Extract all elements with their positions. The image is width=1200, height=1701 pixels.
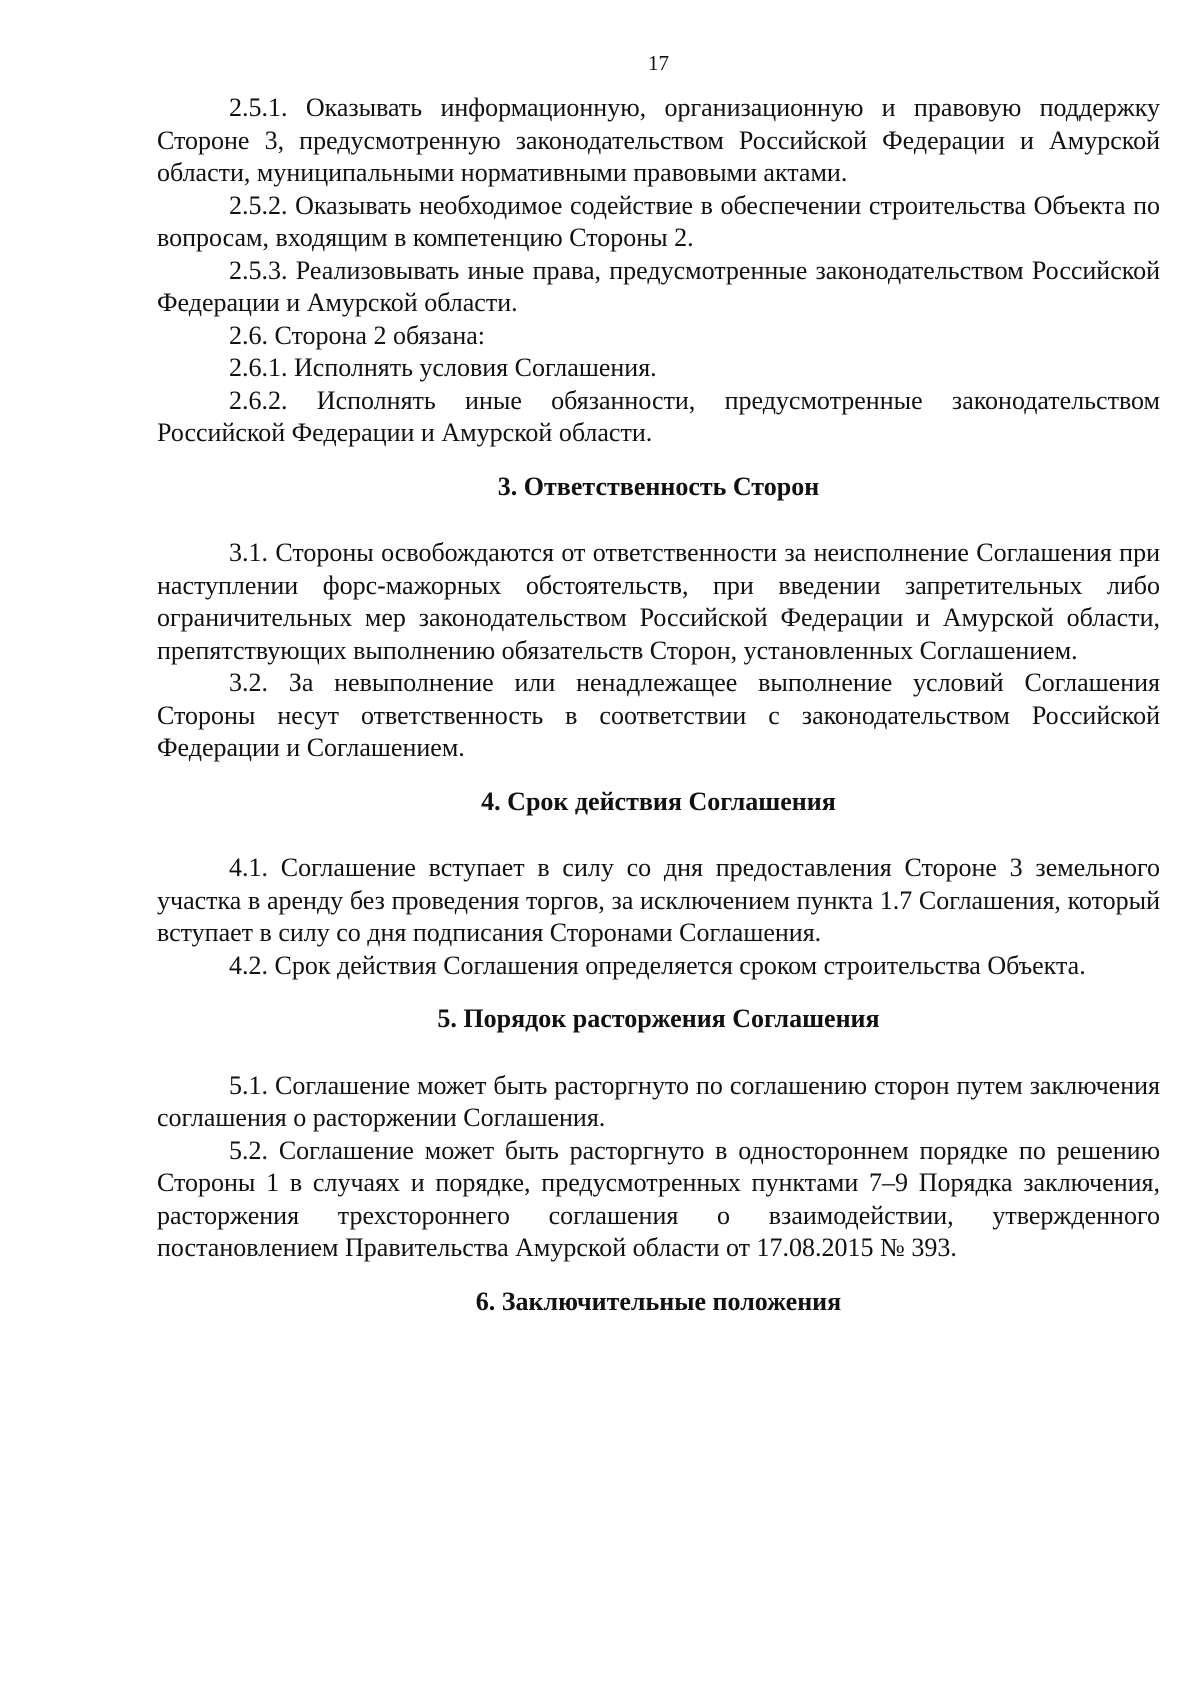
paragraph-3-1: 3.1. Стороны освобождаются от ответственности за неисполнение Соглашения при наступлении форс-мажорных обстоятельств, при введении запретительных либо ограничительных мер законодательством Российской Федерации и Амурской области, препятствующих выполнению обязательств Сторон, установленных Соглашением. bbox=[157, 538, 1160, 665]
paragraph-2-6-1: 2.6.1. Исполнять условия Соглашения. bbox=[229, 353, 657, 382]
paragraph-2-6-2: 2.6.2. Исполнять иные обязанности, предусмотренные законодательством Российской Федерации и Амурской области. bbox=[157, 385, 1160, 447]
section-3-heading: 3. Ответственность Сторон bbox=[497, 471, 820, 501]
section-5-heading: 5. Порядок расторжения Соглашения bbox=[437, 1004, 880, 1033]
paragraph-4-2: 4.2. Срок действия Соглашения определяется сроком строительства Объекта. bbox=[229, 950, 1086, 980]
paragraph-2-5-1: 2.5.1. Оказывать информационную, организационную и правовую поддержку Стороне 3, предусмотренную законодательством Российской Федерации и Амурской области, муниципальными нормативными правовыми актами. bbox=[157, 93, 1160, 187]
document-body bbox=[157, 92, 1160, 1352]
section-6-heading: 6. Заключительные положения bbox=[475, 1286, 842, 1316]
paragraph-5-2: 5.2. Соглашение может быть расторгнуто в одностороннем порядке по решению Стороны 1 в случаях и порядке, предусмотренных пунктами 7–9 Порядка заключения, расторжения трехстороннего соглашения о взаимодействии, утвержденного постановлением Правительства Амурской области от 17.08.2015 № 393. bbox=[157, 1135, 1160, 1262]
section-4-heading: 4. Срок действия Соглашения bbox=[481, 786, 836, 816]
paragraph-2-6: 2.6. Сторона 2 обязана: bbox=[229, 320, 486, 350]
paragraph-4-1: 4.1. Соглашение вступает в силу со дня предоставления Стороне 3 земельного участка в аренду без проведения торгов, за исключением пункта 1.7 Соглашения, который вступает в силу со дня подписания Сторонами Соглашения. bbox=[157, 853, 1160, 947]
paragraph-2-5-3: 2.5.3. Реализовывать иные права, предусмотренные законодательством Российской Федерации и Амурской области. bbox=[157, 255, 1160, 317]
paragraph-3-2: 3.2. За невыполнение или ненадлежащее выполнение условий Соглашения Стороны несут ответственность в соответствии с законодательством Российской Федерации и Соглашением. bbox=[157, 668, 1160, 762]
paragraph-2-5-2: 2.5.2. Оказывать необходимое содействие в обеспечении строительства Объекта по вопросам, входящим в компетенцию Стороны 2. bbox=[157, 190, 1160, 252]
document-page bbox=[157, 0, 1160, 1701]
paragraph-5-1: 5.1. Соглашение может быть расторгнуто по соглашению сторон путем заключения соглашения о расторжении Соглашения. bbox=[157, 1070, 1160, 1132]
page-number: 17 bbox=[648, 51, 669, 75]
